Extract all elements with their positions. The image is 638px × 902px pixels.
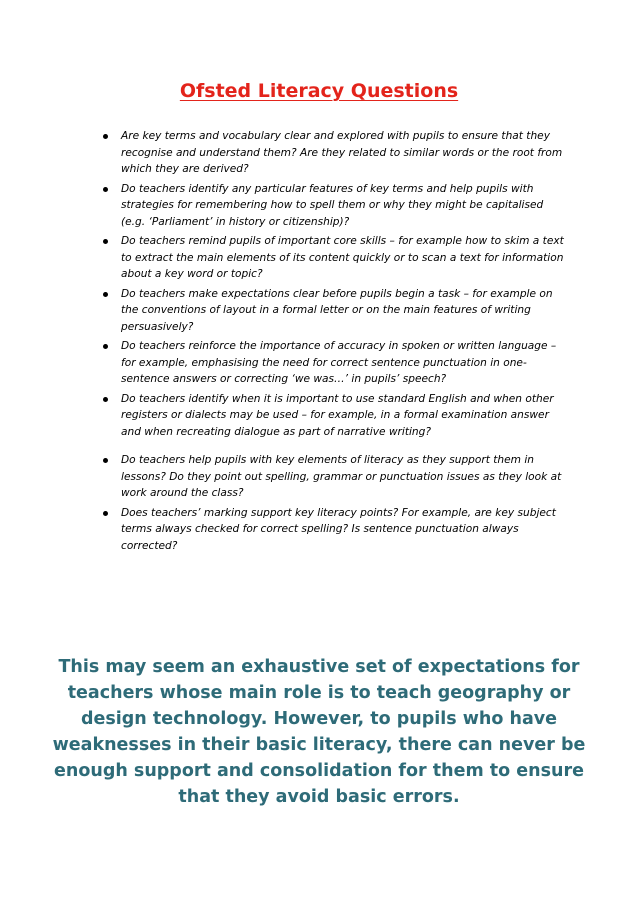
question-text: Do teachers make expectations clear before pupils begin a task – for example on the conventions of layout in a formal letter or on the main features of writing persuasively? <box>121 287 553 333</box>
question-text: Do teachers help pupils with key elements of literacy as they support them in lessons? Do they point out spelling, grammar or punctuation issues as they look at work around the class? <box>121 454 562 499</box>
page-title: Ofsted Literacy Questions <box>179 80 459 102</box>
bullet-icon <box>103 344 108 349</box>
list-item <box>96 505 566 555</box>
question-text: Are key terms and vocabulary clear and explored with pupils to ensure that they recognise and understand them? Are they related to similar words or the root from which they are derived? <box>121 130 563 175</box>
bullet-icon <box>103 397 108 402</box>
question-text: Do teachers remind pupils of important core skills – for example how to skim a text to extract the main elements of its content quickly or to scan a text for information about a key word or topic? <box>121 235 564 280</box>
bullet-icon <box>103 134 108 139</box>
bullet-icon <box>103 458 108 463</box>
summary-paragraph: This may seem an exhaustive set of expectations for teachers whose main role is to teach geography or design technology. However, to pupils who have weaknesses in their basic literacy, there can never be enough support and consolidation for them to ensure that they avoid basic errors. <box>52 657 586 807</box>
question-text: Do teachers identify when it is important to use standard English and when other registers or dialects may be used – for example, in a formal examination answer and when recreating dialogue as part of narrative writing? <box>121 392 554 438</box>
question-text: Do teachers identify any particular features of key terms and help pupils with strategies for remembering how to spell them or why they might be capitalised (e.g. ‘Parliament’ in history or citizenship)? <box>121 182 544 228</box>
bullet-icon <box>103 292 108 297</box>
list-item <box>96 338 566 388</box>
bullet-icon <box>103 239 108 244</box>
question-text: Do teachers reinforce the importance of accuracy in spoken or written language – for example, emphasising the need for correct sentence punctuation in one-sentence answers or correcting ‘we was…’ in pupils’ speech? <box>121 340 557 385</box>
bullet-icon <box>103 511 108 516</box>
list-item <box>96 181 566 231</box>
list-item <box>96 286 566 336</box>
list-item <box>96 391 566 441</box>
list-item <box>96 452 566 502</box>
bullet-icon <box>103 187 108 192</box>
list-item <box>96 128 566 178</box>
question-text: Does teachers’ marking support key literacy points? For example, are key subject terms always checked for correct spelling? Is sentence punctuation always corrected? <box>121 506 556 552</box>
question-list <box>96 128 566 557</box>
list-item <box>96 233 566 283</box>
